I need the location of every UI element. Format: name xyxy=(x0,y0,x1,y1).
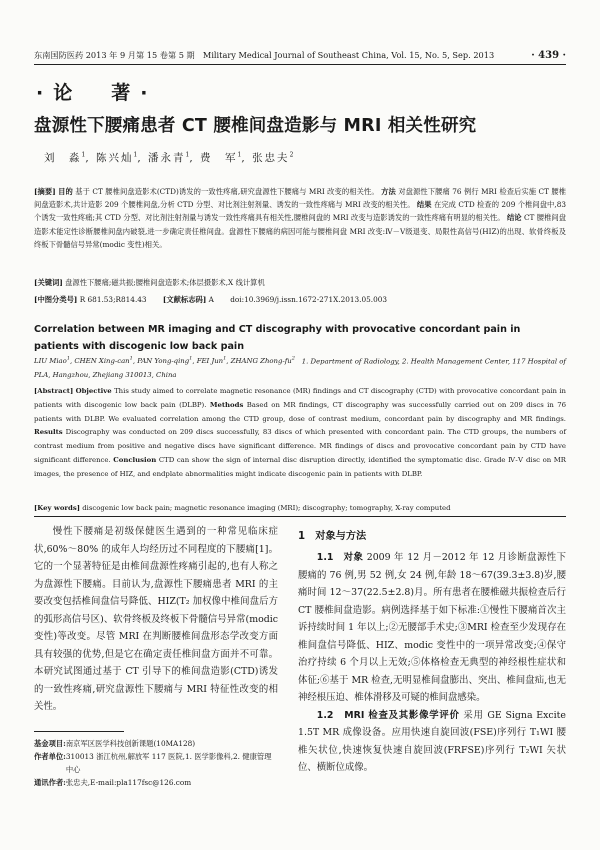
objective-cn: 基于 CT 腰椎间盘造影术(CTD)诱发的一致性疼痛,研究盘源性下腰痛与 MRI 改变的相关性。 xyxy=(75,187,379,196)
authors-en xyxy=(34,352,566,382)
footnote-rule xyxy=(34,731,124,732)
running-header xyxy=(34,50,566,61)
doi: doi:10.3969/j.issn.1672-271X.2013.05.003 xyxy=(230,295,388,304)
abstract-en xyxy=(34,385,566,482)
author-cn: 费 军$^1$, xyxy=(200,151,247,164)
results-cn: 在完成 CTD 检查的 209 个椎间盘中,83 个诱发一致性疼痛;其 CTD 分型、对比剂注射剂量与诱发一致性疼痛具有相关性,腰椎间盘的 MRI 改变与造影诱发的一致性疼痛有明显的相关性。 xyxy=(34,200,566,223)
keywords-en-text: discogenic low back pain; magnetic resonance imaging (MRI); discography; tomography, X-ray computed xyxy=(82,504,451,512)
methods-column xyxy=(298,549,566,777)
page-number: · 439 · xyxy=(531,50,566,61)
author-en-sup: 1 xyxy=(66,356,70,362)
clc-label: [中图分类号] xyxy=(34,295,78,304)
footnotes xyxy=(34,737,278,789)
affiliation-en: 1. Department of Radiology, 2. Health Management Center, 117 Hospital of PLA, Hangzhou, Zhejiang 310013, China xyxy=(34,357,566,380)
author-cn: 陈兴灿$^1$, xyxy=(96,151,143,164)
intro-column xyxy=(34,523,278,716)
author-en-name: ZHANG Zhong-fu xyxy=(230,357,292,366)
article-title-cn: 盘源性下腰痛患者 CT 腰椎间盘造影与 MRI 相关性研究 xyxy=(34,116,477,136)
column-label: ·论 著· xyxy=(36,82,158,104)
contact-text: 张忠夫,E-mail:pla117fsc@126.com xyxy=(65,778,192,787)
journal-header-text: 东南国防医药 2013 年 9 月第 15 卷第 5 期 Military Medical Journal of Southeast China, Vol. 15, No. 5, Sep. 2013 xyxy=(34,50,495,60)
conclusion-label-en: Conclusion xyxy=(113,455,157,464)
unit-label: 作者单位: xyxy=(34,752,66,761)
author-sup: 1 xyxy=(133,151,138,159)
author-name: 陈兴灿 xyxy=(96,152,134,164)
author-en-sup: 1 xyxy=(223,356,227,362)
methods-cn: 对盘源性下腰痛 76 例行 MRI 检查后实施 CT 腰椎间盘造影术,共计造影 209 个腰椎间盘,分析 CTD 分型、对比剂注射剂量、诱发的一致性疼痛与 MRI 改变的相关性。 xyxy=(34,187,567,210)
contact-label: 通讯作者: xyxy=(34,778,66,787)
abstract-cn xyxy=(34,185,566,251)
author-sup: 1 xyxy=(81,151,86,159)
section-heading: 1 对象与方法 xyxy=(298,531,367,542)
doc-code-value: A xyxy=(208,295,214,304)
subjects-paragraph xyxy=(298,549,566,707)
intro-paragraph: 慢性下腰痛是初级保健医生遇到的一种常见临床症状,60%～80% 的成年人均经历过不同程度的下腰痛[1]。它的一个显著特征是由椎间盘源性疼痛引起的,也有人称之为盘源性下腰痛。目前认为,盘源性下腰痛患者 MRI 的主要改变包括椎间盘信号降低、HIZ(T₂ 加权像中椎间盘后方的弧形高信号区)、软骨终板及终板下骨髓信号异常(modic 变性)等改变。尽管 MRI 在判断腰椎间盘形态学改变方面具有较强的优势,但是它在确定责任椎间盘方面并不可靠。本研究试图通过基于 CT 引导下的椎间盘造影(CTD)诱发的一致性疼痛,研究盘源性下腰痛与 MRI 特征性改变的相关性。 xyxy=(34,526,278,712)
abstract-bottom-rule xyxy=(34,516,566,517)
author-cn xyxy=(247,152,294,164)
results-label-en: Results xyxy=(34,428,63,437)
unit-row xyxy=(34,750,278,776)
keywords-cn-label: [关键词] xyxy=(34,278,63,287)
fund-text: 南京军区医学科技创新课题(10MA128) xyxy=(65,739,196,748)
author-sup: 2 xyxy=(289,151,294,159)
keywords-en-label: [Key words] xyxy=(34,504,81,512)
results-en: Discography was conducted on 209 discs successfully, 83 discs of which presented with concordant pain. The CTD groups, the numbers of contrast medium from positive and negative discs have significant difference. MR findings of discs and provocative concordant pain by CTD have significant difference. xyxy=(34,428,566,464)
methods-label-en: Methods xyxy=(209,400,244,409)
author-en-sup: 1 xyxy=(129,356,133,362)
author-name: 费 军 xyxy=(200,152,238,164)
fund-row xyxy=(34,737,278,750)
clc-value: R 681.53;R814.43 xyxy=(79,295,147,304)
author-en-name: PAN Yong-qing xyxy=(137,357,190,366)
keywords-cn xyxy=(34,276,566,289)
results-label-cn: 结果 xyxy=(416,200,432,210)
contact-row xyxy=(34,776,278,789)
author-en-name: LIU Miao xyxy=(34,357,67,366)
author-en-sup: 1 xyxy=(189,356,193,362)
author-name: 刘 淼 xyxy=(44,152,82,164)
author-en-name: FEI Jun xyxy=(196,357,224,366)
subsection-1-1-label: 1.1 对象 xyxy=(316,552,364,563)
classification-line xyxy=(34,293,566,306)
header-rule xyxy=(34,64,566,65)
mri-paragraph xyxy=(298,707,566,777)
objective-en: This study aimed to correlate magnetic resonance (MR) findings and CT discography (CTD) with provocative concordant pain in patients with discogenic low back pain (DLBP). xyxy=(34,387,566,409)
doc-code-label: [文献标志码] xyxy=(162,295,207,304)
subsection-1-1-text: 2009 年 12 月－2012 年 12 月诊断盘源性下腰痛的 76 例,男 52 例,女 24 例,年龄 18～67(39.3±3.8)岁,腰痛时间 12～37(22.5±2.8)月。所有患者在腰椎磁共振检查后行 CT 腰椎间盘造影。病例选择基于如下标准:①慢性下腰痛首次主诉持续时间 1 年以上;②无腰部手术史;③MRI 检查至少发现存在椎间盘信号降低、HIZ、modic 变性中的一项异常改变;④保守治疗持续 6 个月以上无效;⑤体格检查无典型的神经根性症状和体征;⑥基于 MR 检查,无明显椎间盘膨出、突出、椎间盘疝,也无神经根压迫、椎体滑移及可疑的椎间盘感染。 xyxy=(298,552,567,703)
conclusion-en: CTD can show the sign of internal disc disruption directly, identified the symptomatic disc. Grade Ⅳ-Ⅴ disc on MR images, the presence of HIZ, and endplate abnormalities might indicate discogenic pain in patients with DLBP. xyxy=(34,455,566,478)
methods-en: Based on MR findings, CT discography was successfully carried out on 209 discs in 76 patients with DLBP. We evaluated correlation among the CTD group, dose of contrast medium, concordant pain by discography and MR findings. xyxy=(34,400,566,423)
abstract-cn-label: [摘要] xyxy=(34,187,56,196)
article-title-en: Correlation between MR imaging and CT discography with provocative concordant pain in patients with discogenic low back pain xyxy=(34,324,521,352)
author-sup: 1 xyxy=(185,151,190,159)
conclusion-cn: CT 腰椎间盘造影术能定性诊断腰椎间盘内破裂,进一步确定责任椎间盘。盘源性下腰痛的病因可能与腰椎间盘 MRI 改变:Ⅳ－Ⅴ级退变、局限性高信号(HIZ)的出现、软骨终板及终板下骨髓信号异常(modic 变性)相关。 xyxy=(34,213,567,249)
author-name: 潘永青 xyxy=(148,152,186,164)
author-cn: 潘永青$^1$, xyxy=(148,151,195,164)
subsection-1-2-label: 1.2 MRI 检查及其影像学评价 xyxy=(316,709,460,721)
author-name: 张忠夫 xyxy=(252,152,290,164)
author-en: CHEN Xing-can$^1$, xyxy=(74,356,138,366)
conclusion-label-cn: 结论 xyxy=(506,213,522,223)
author-sup: 1 xyxy=(237,151,242,159)
objective-label-en: Objective xyxy=(75,387,112,395)
fund-label: 基金项目: xyxy=(34,739,66,748)
author-en-sup: 2 xyxy=(291,356,295,362)
subsection-1-2-text: 采用 GE Signa Excite 1.5T MR 成像设备。应用快速自旋回波(FSE)序列行 T₁WI 腰椎矢状位,快速恢复快速自旋回波(FRFSE)序列行 T₂WI 矢状位、横断位成像。 xyxy=(298,709,566,773)
author-en: PAN Yong-qing$^1$, xyxy=(137,356,197,366)
author-cn: 刘 淼$^1$, xyxy=(44,151,91,164)
author-en xyxy=(231,357,302,365)
author-en-name: CHEN Xing-can xyxy=(74,357,130,366)
author-en: FEI Jun$^1$, xyxy=(196,356,231,366)
methods-label-cn: 方法 xyxy=(381,187,396,196)
objective-label-cn: 目的 xyxy=(58,187,73,196)
keywords-en xyxy=(34,502,566,515)
unit-text: 310013 浙江杭州,解放军 117 医院,1. 医学影像科,2. 健康管理中心 xyxy=(65,752,272,774)
abstract-en-label: [Abstract] xyxy=(34,387,74,395)
author-en: LIU Miao$^1$, xyxy=(34,356,75,366)
authors-cn xyxy=(44,150,293,165)
keywords-cn-text: 盘源性下腰痛;磁共振;腰椎间盘造影术;体层摄影术,X 线计算机 xyxy=(65,278,265,287)
